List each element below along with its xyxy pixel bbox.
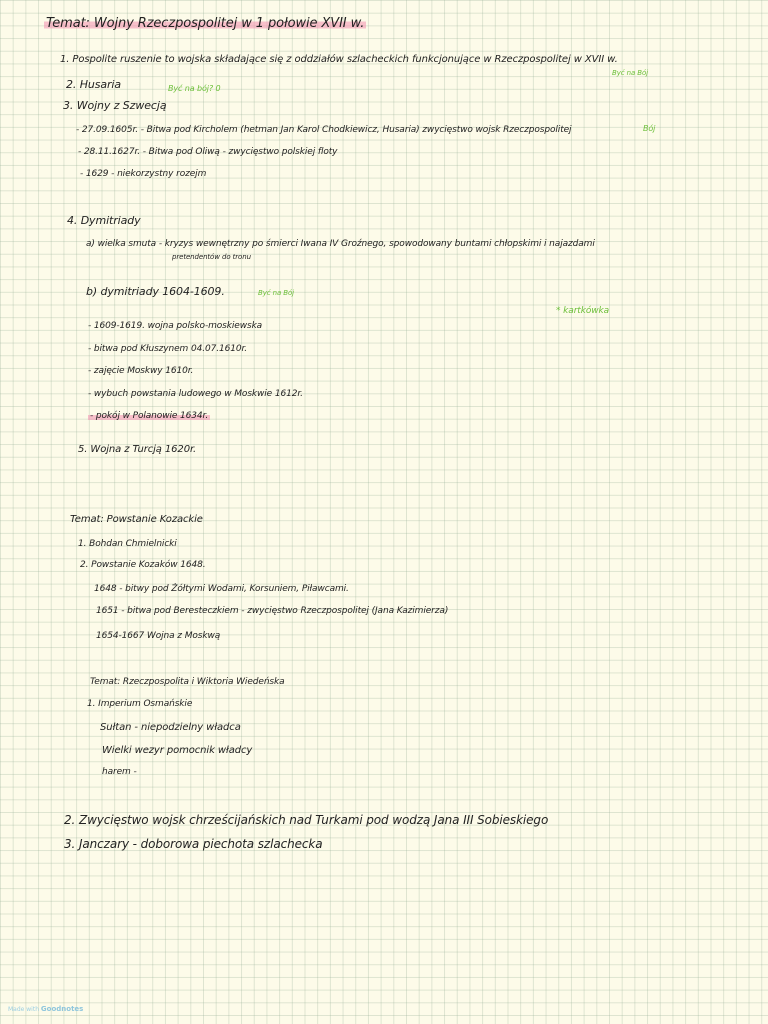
- lesson1-title: Temat: Wojny Rzeczpospolitej w 1 połowie XVII w.: [46, 16, 365, 31]
- lesson1-item4-a: a) wielka smuta - kryzys wewnętrzny po śmierci Iwana IV Groźnego, spowodowany buntami chłopskimi i najazdami: [86, 239, 595, 249]
- lesson1-item5: 5. Wojna z Turcją 1620r.: [78, 444, 197, 455]
- lesson1-item4-a-cont: pretendentów do tronu: [172, 253, 251, 261]
- lesson1-item3-sub: - 1629 - niekorzystny rozejm: [80, 169, 207, 179]
- lesson3-sub: Wielki wezyr pomocnik władcy: [102, 745, 253, 756]
- lesson1-item4-sub: - pokój w Polanowie 1634r.: [90, 411, 209, 421]
- lesson2-sub: 1648 - bitwy pod Żółtymi Wodami, Korsuniem, Piławcami.: [94, 584, 349, 594]
- lesson3-item3: 3. Janczary - doborowa piechota szlachecka: [64, 837, 323, 851]
- lesson1-item4-sub: - 1609-1619. wojna polsko-moskiewska: [88, 321, 263, 331]
- lesson1-item1: 1. Pospolite ruszenie to wojska składające się z oddziałów szlacheckich funkcjonujące w Rzeczpospolitej w XVII w.: [60, 54, 618, 65]
- lesson2-item2: 2. Powstanie Kozaków 1648.: [80, 560, 206, 570]
- lesson1-item3-side: Bój: [643, 124, 656, 133]
- lesson1-item4-sub: - bitwa pod Kłuszynem 04.07.1610r.: [88, 344, 248, 354]
- lesson1-item3-sub: - 28.11.1627r. - Bitwa pod Oliwą - zwycięstwo polskiej floty: [78, 147, 338, 157]
- lesson1-item2-note: Być na bój? 0: [168, 84, 221, 93]
- lesson2-sub: 1654-1667 Wojna z Moskwą: [96, 631, 221, 641]
- lesson1-item4-b: b) dymitriady 1604-1609.: [86, 285, 225, 298]
- lesson1-item1-note: Być na Bój: [612, 69, 648, 77]
- lesson1-item2: 2. Husaria: [66, 78, 122, 91]
- logo-prefix: Made with: [8, 1006, 39, 1013]
- goodnotes-logo: [8, 1005, 83, 1013]
- side-note-kartkowka: * kartkówka: [556, 306, 610, 316]
- lesson1-item4-sub: - wybuch powstania ludowego w Moskwie 1612r.: [88, 389, 303, 399]
- lesson3-item1: 1. Imperium Osmańskie: [87, 699, 193, 709]
- lesson2-sub: 1651 - bitwa pod Beresteczkiem - zwycięstwo Rzeczpospolitej (Jana Kazimierza): [96, 606, 449, 616]
- lesson2-item1: 1. Bohdan Chmielnicki: [78, 539, 177, 549]
- lesson2-title: Temat: Powstanie Kozackie: [70, 514, 203, 525]
- lesson1-item3: 3. Wojny z Szwecją: [63, 99, 167, 112]
- logo-app-name: Goodnotes: [40, 1005, 84, 1013]
- lesson1-item4-b-note: Być na Bój: [258, 289, 294, 297]
- lesson3-sub: Sułtan - niepodzielny władca: [100, 722, 241, 733]
- lesson1-item3-sub: - 27.09.1605r. - Bitwa pod Kircholem (hetman Jan Karol Chodkiewicz, Husaria) zwycięstwo wojsk Rzeczpospolitej: [76, 125, 572, 135]
- lesson3-sub: harem -: [102, 767, 137, 777]
- lesson1-item4-sub: - zajęcie Moskwy 1610r.: [88, 366, 194, 376]
- lesson1-item4: 4. Dymitriady: [67, 214, 141, 227]
- lesson3-title: Temat: Rzeczpospolita i Wiktoria Wiedeńska: [90, 677, 285, 687]
- lesson3-item2: 2. Zwycięstwo wojsk chrześcijańskich nad Turkami pod wodzą Jana III Sobieskiego: [64, 813, 549, 827]
